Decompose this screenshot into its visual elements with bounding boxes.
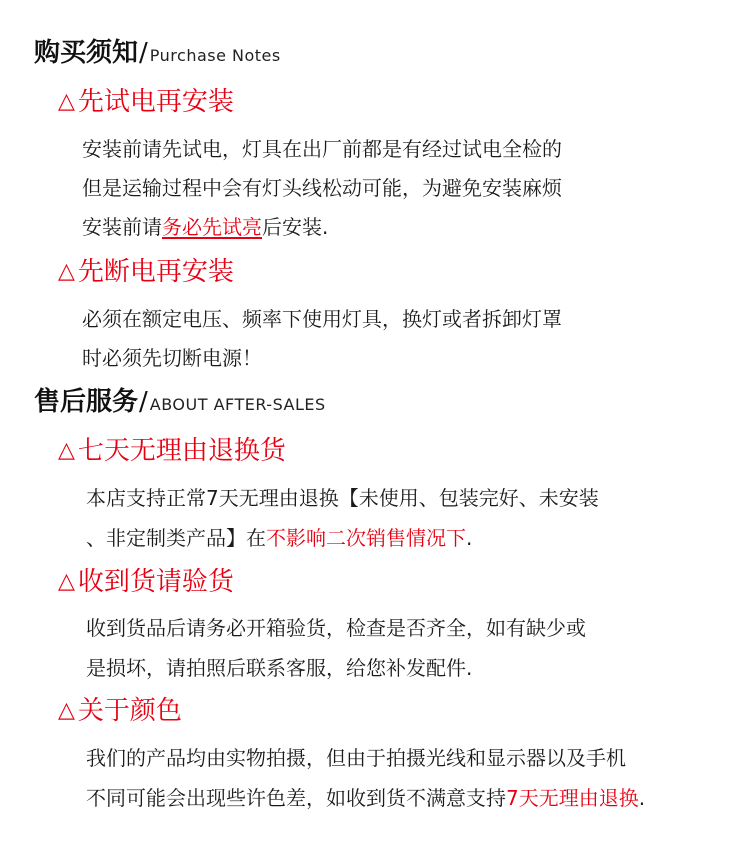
section-title-en: ABOUT AFTER-SALES <box>149 395 326 414</box>
body-line: 但是运输过程中会有灯头线松动可能，为避免安装麻烦 <box>82 176 562 200</box>
body-line: 安装前请先试电，灯具在出厂前都是有经过试电全检的 <box>82 137 562 161</box>
body-line: 收到货品后请务必开箱验货，检查是否齐全，如有缺少或 <box>86 616 586 640</box>
triangle-icon: △ <box>58 259 75 284</box>
body-line: 必须在额定电压、频率下使用灯具，换灯或者拆卸灯罩 <box>82 307 562 331</box>
body-line: 是损坏，请拍照后联系客服，给您补发配件. <box>86 656 473 680</box>
highlight-text: 不影响二次销售情况下 <box>266 526 466 550</box>
body-line <box>86 788 645 808</box>
body-text: 不同可能会出现些许色差，如收到货不满意支持 <box>86 786 506 810</box>
subheading-inspect-goods <box>58 569 234 595</box>
body-text: 后安装. <box>262 215 329 239</box>
subheading-label: 先试电再安装 <box>77 87 234 117</box>
section-title-cn: 购买须知 <box>34 38 139 68</box>
body-line <box>86 528 472 548</box>
subheading-label: 先断电再安装 <box>77 257 234 287</box>
subheading-cut-power <box>58 259 234 285</box>
subheading-label: 收到货请验货 <box>77 567 234 597</box>
body-line: 我们的产品均由实物拍摄，但由于拍摄光线和显示器以及手机 <box>86 746 626 770</box>
subheading-about-color <box>58 698 182 724</box>
subheading-label: 关于颜色 <box>77 696 182 726</box>
title-slash: / <box>139 387 148 417</box>
body-text: 安装前请 <box>82 215 162 239</box>
body-text: . <box>638 786 646 810</box>
section-title-cn: 售后服务 <box>34 387 139 417</box>
section-title-en: Purchase Notes <box>149 46 281 65</box>
subheading-test-power <box>58 89 234 115</box>
body-line <box>82 217 328 237</box>
triangle-icon: △ <box>58 698 75 723</box>
body-line: 时必须先切断电源！ <box>82 346 262 370</box>
triangle-icon: △ <box>58 569 75 594</box>
body-text: . <box>466 526 473 550</box>
highlight-text: 务必先试亮 <box>162 215 262 239</box>
triangle-icon: △ <box>58 89 75 114</box>
section-title-after-sales <box>34 389 326 415</box>
highlight-text: 7天无理由退换 <box>506 786 639 810</box>
body-line: 本店支持正常7天无理由退换【未使用、包装完好、未安装 <box>86 486 599 510</box>
triangle-icon: △ <box>58 438 75 463</box>
subheading-seven-day-return <box>58 438 286 464</box>
subheading-label: 七天无理由退换货 <box>77 436 286 466</box>
section-title-purchase-notes <box>34 40 281 66</box>
body-text: 、非定制类产品】在 <box>86 526 266 550</box>
title-slash: / <box>139 38 148 68</box>
